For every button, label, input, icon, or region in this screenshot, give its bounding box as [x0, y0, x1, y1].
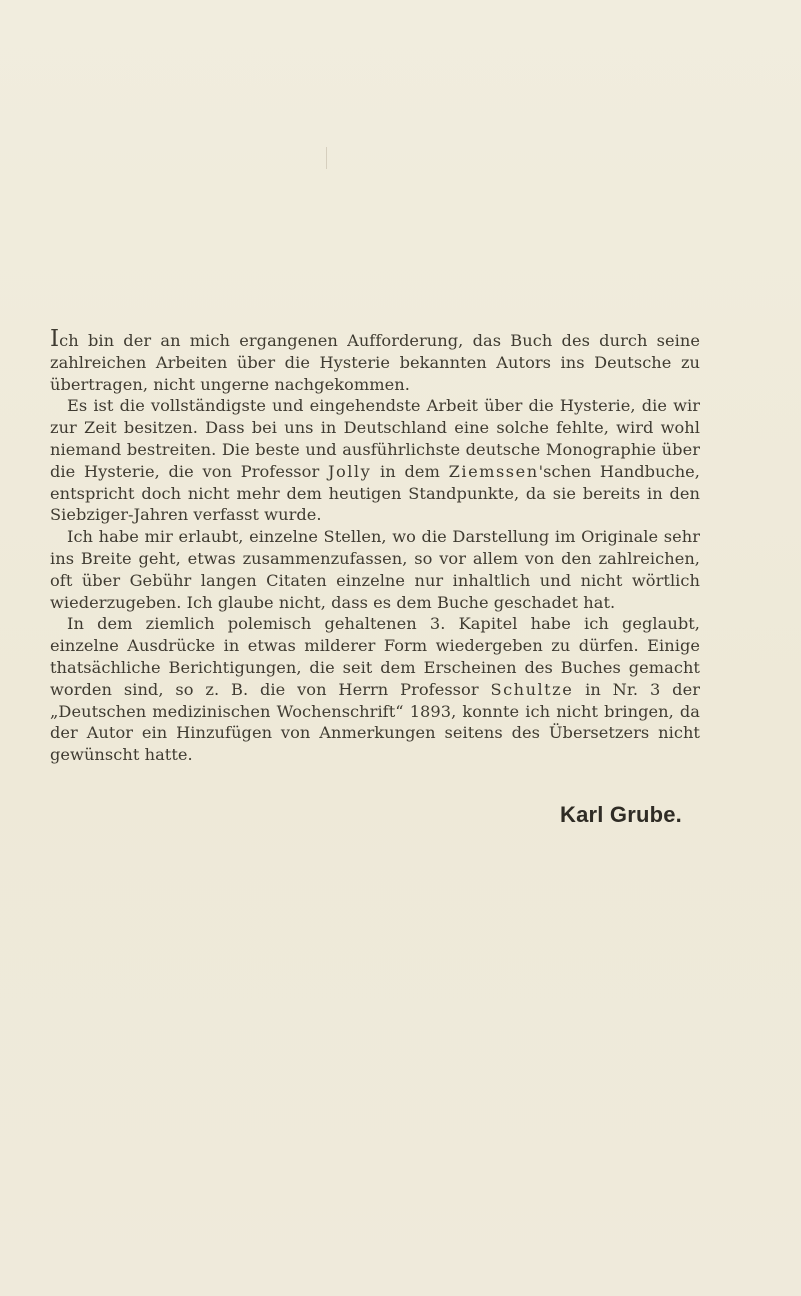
preface-text — [50, 326, 700, 766]
paragraph-4 — [50, 613, 700, 766]
paragraph-2 — [50, 395, 700, 526]
paragraph-1-text: ch bin der an mich ergangenen Aufforderung, das Buch des durch seine zahlreichen Arbeiten über die Hysterie bekannten Autors ins Deutsche zu übertragen, nicht ungerne nachgekommen. — [50, 331, 700, 394]
paragraph-2-after: 'schen Handbuche, entspricht doch nicht mehr dem heutigen Standpunkte, da sie bereits in den Siebziger-Jahren verfasst wurde. — [50, 461, 700, 525]
name-ziemssen: Ziemssen — [448, 461, 539, 481]
paragraph-4-before: In dem ziemlich polemisch gehaltenen 3. Kapitel habe ich geglaubt, einzelne Ausdrücke in etwas milderer Form wiedergeben zu dürfen. Einige thatsächliche Berichtigungen, die seit dem Erscheinen des Buches gemacht worden sind, so z. B. die von Herrn Professor — [50, 614, 700, 699]
paragraph-1 — [50, 326, 700, 395]
paragraph-4-after: in Nr. 3 der „Deutschen medizinischen Wochenschrift“ 1893, konnte ich nicht bringen, da der Autor ein Hinzufügen von Anmerkungen seitens des Übersetzers nicht gewünscht hatte. — [50, 679, 700, 765]
paragraph-3-text: Ich habe mir erlaubt, einzelne Stellen, wo die Darstellung im Originale sehr ins Breite geht, etwas zusammenzufassen, so vor allem von den zahlreichen, oft über Gebühr langen Citaten einzelne nur inhaltlich und nicht wörtlich wiederzugeben. Ich glaube nicht, dass es dem Buche geschadet hat. — [50, 527, 700, 612]
initial-letter: I — [50, 326, 60, 352]
paragraph-2-middle: in dem — [371, 461, 449, 481]
name-jolly: Jolly — [328, 461, 372, 481]
paper-mark — [326, 147, 327, 169]
paragraph-2-before: Es ist die vollständigste und eingehendste Arbeit über die Hysterie, die wir zur Zeit besitzen. Dass bei uns in Deutschland eine solche fehlte, wird wohl niemand bestreiten. Die beste und ausführlichste deutsche Monographie über die Hysterie, die von Professor — [50, 396, 700, 481]
translator-signature: Karl Grube. — [559, 802, 682, 827]
name-schultze: Schultze — [490, 679, 574, 699]
paragraph-3 — [50, 526, 700, 613]
